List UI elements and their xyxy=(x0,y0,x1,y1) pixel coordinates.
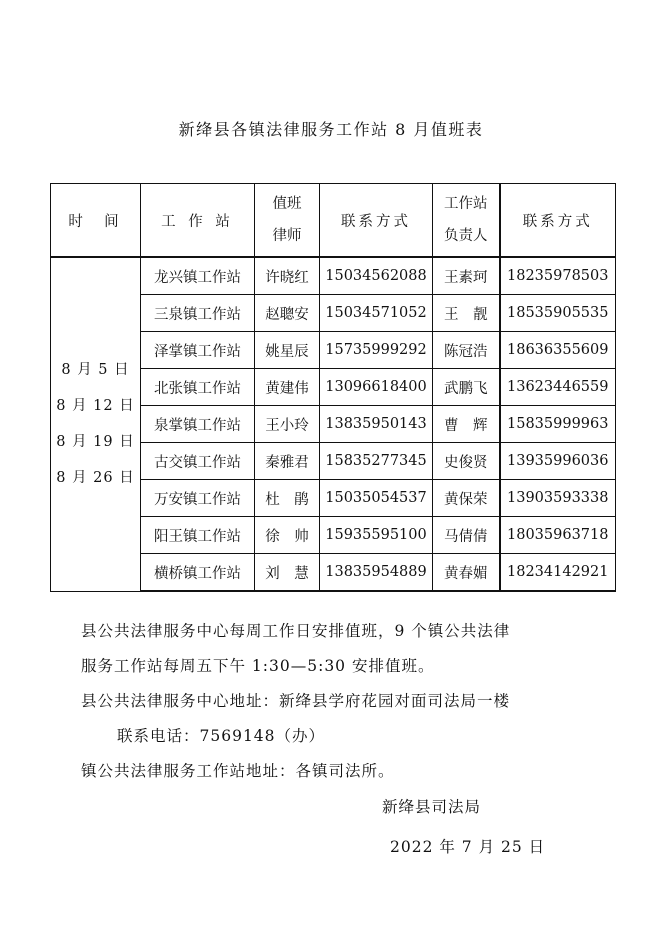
lawyer-cell: 姚星辰 xyxy=(255,332,320,369)
lawyer-phone-cell: 15034562088 xyxy=(320,257,433,295)
head-cell: 黄保荣 xyxy=(433,480,500,517)
station-cell: 万安镇工作站 xyxy=(141,480,255,517)
note-line-5: 镇公共法律服务工作站地址：各镇司法所。 xyxy=(81,762,395,780)
lawyer-phone-cell: 13835950143 xyxy=(320,406,433,443)
head-phone-cell: 15835999963 xyxy=(500,406,616,443)
header-lawyer xyxy=(255,184,320,258)
note-line-2: 服务工作站每周五下午 1:30—5:30 安排值班。 xyxy=(81,657,435,675)
header-head-contact xyxy=(500,184,616,258)
header-time xyxy=(51,184,141,258)
station-cell: 三泉镇工作站 xyxy=(141,295,255,332)
duty-table xyxy=(50,183,616,592)
station-cell: 北张镇工作站 xyxy=(141,369,255,406)
head-cell: 黄春媚 xyxy=(433,554,500,592)
duty-table-body xyxy=(51,184,616,592)
head-cell: 陈冠浩 xyxy=(433,332,500,369)
header-station xyxy=(141,184,255,258)
lawyer-phone-cell: 13096618400 xyxy=(320,369,433,406)
lawyer-phone-cell: 15034571052 xyxy=(320,295,433,332)
table-header-row xyxy=(51,184,616,258)
lawyer-cell: 徐 帅 xyxy=(255,517,320,554)
header-lawyer-line1: 值班 xyxy=(272,196,302,212)
station-cell: 龙兴镇工作站 xyxy=(141,257,255,295)
head-cell: 曹 辉 xyxy=(433,406,500,443)
head-cell: 王 靓 xyxy=(433,295,500,332)
lawyer-cell: 赵聰安 xyxy=(255,295,320,332)
head-cell: 马倩倩 xyxy=(433,517,500,554)
header-head-contact-label: 联系方式 xyxy=(522,213,593,230)
header-head-line1: 工作站 xyxy=(444,196,488,212)
header-time-label: 时 间 xyxy=(68,213,123,230)
head-phone-cell: 18636355609 xyxy=(500,332,616,369)
header-head-line2: 负责人 xyxy=(444,228,488,244)
lawyer-phone-cell: 15035054537 xyxy=(320,480,433,517)
head-cell: 王素珂 xyxy=(433,257,500,295)
duty-date: 8 月 26 日 xyxy=(56,470,135,487)
lawyer-phone-cell: 15935595100 xyxy=(320,517,433,554)
header-contact-label: 联系方式 xyxy=(341,213,411,230)
lawyer-phone-cell: 15835277345 xyxy=(320,443,433,480)
station-cell: 泉掌镇工作站 xyxy=(141,406,255,443)
signature-date: 2022 年 7 月 25 日 xyxy=(390,838,546,856)
header-head xyxy=(433,184,500,258)
header-contact xyxy=(320,184,433,258)
lawyer-cell: 王小玲 xyxy=(255,406,320,443)
header-station-label: 工 作 站 xyxy=(161,213,234,230)
head-phone-cell: 13935996036 xyxy=(500,443,616,480)
duty-date: 8 月 19 日 xyxy=(56,434,135,451)
head-phone-cell: 18035963718 xyxy=(500,517,616,554)
note-line-3: 县公共法律服务中心地址：新绛县学府花园对面司法局一楼 xyxy=(81,692,511,710)
head-phone-cell: 18234142921 xyxy=(500,554,616,592)
note-line-1: 县公共法律服务中心每周工作日安排值班，9 个镇公共法律 xyxy=(81,622,511,640)
head-cell: 武鹏飞 xyxy=(433,369,500,406)
note-line-4: 联系电话：7569148（办） xyxy=(117,727,326,745)
lawyer-cell: 杜 鹃 xyxy=(255,480,320,517)
duty-date: 8 月 5 日 xyxy=(61,362,130,379)
head-cell: 史俊贤 xyxy=(433,443,500,480)
station-cell: 阳王镇工作站 xyxy=(141,517,255,554)
head-phone-cell: 18535905535 xyxy=(500,295,616,332)
station-cell: 泽掌镇工作站 xyxy=(141,332,255,369)
duty-date: 8 月 12 日 xyxy=(56,398,135,415)
station-cell: 古交镇工作站 xyxy=(141,443,255,480)
head-phone-cell: 13903593338 xyxy=(500,480,616,517)
station-cell: 横桥镇工作站 xyxy=(141,554,255,592)
date-cell xyxy=(51,257,141,591)
header-lawyer-line2: 律师 xyxy=(272,228,302,244)
table-row xyxy=(51,257,616,295)
lawyer-cell: 刘 慧 xyxy=(255,554,320,592)
lawyer-phone-cell: 13835954889 xyxy=(320,554,433,592)
signature-org: 新绛县司法局 xyxy=(382,798,482,816)
notes-block xyxy=(81,614,621,789)
lawyer-cell: 秦雅君 xyxy=(255,443,320,480)
head-phone-cell: 13623446559 xyxy=(500,369,616,406)
lawyer-phone-cell: 15735999292 xyxy=(320,332,433,369)
page-title: 新绛县各镇法律服务工作站 8 月值班表 xyxy=(178,120,484,139)
head-phone-cell: 18235978503 xyxy=(500,257,616,295)
signature-block xyxy=(382,789,545,869)
lawyer-cell: 许晓红 xyxy=(255,257,320,295)
lawyer-cell: 黄建伟 xyxy=(255,369,320,406)
